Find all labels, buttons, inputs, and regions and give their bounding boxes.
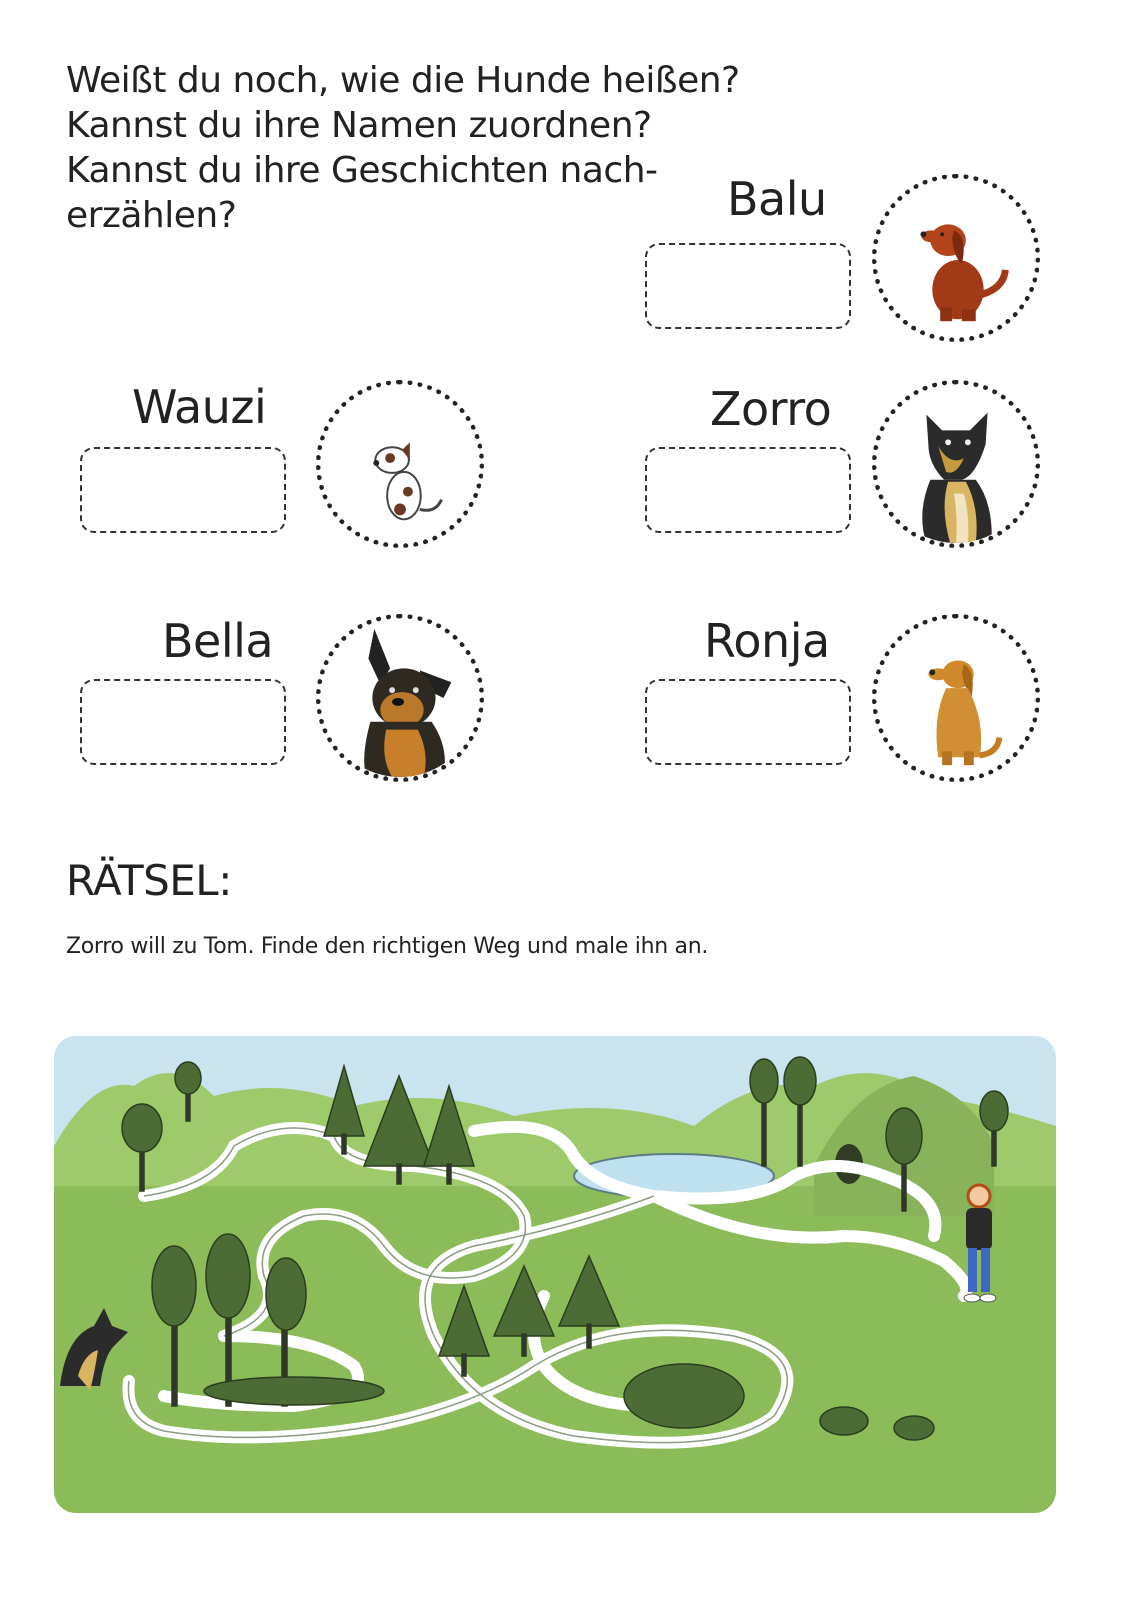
puzzle-title: RÄTSEL: bbox=[66, 856, 232, 905]
intro-text bbox=[66, 58, 740, 238]
bush bbox=[204, 1377, 384, 1405]
intro-line: Kannst du ihre Namen zuordnen? bbox=[66, 105, 652, 146]
dog-name-zorro: Zorro bbox=[710, 382, 832, 436]
red-brown-sitting-dog-icon bbox=[877, 179, 1035, 337]
dog-circle-zorro bbox=[872, 380, 1040, 548]
answer-box-ronja[interactable] bbox=[645, 679, 851, 765]
black-tan-shepherd-dog-icon bbox=[877, 385, 1035, 543]
black-tan-dog-portrait-icon bbox=[321, 619, 479, 777]
dog-name-balu: Balu bbox=[727, 172, 827, 226]
answer-box-wauzi[interactable] bbox=[80, 447, 286, 533]
answer-box-bella[interactable] bbox=[80, 679, 286, 765]
dog-circle-wauzi bbox=[316, 380, 484, 548]
intro-line: Weißt du noch, wie die Hunde heißen? bbox=[66, 60, 740, 101]
dog-circle-balu bbox=[872, 174, 1040, 342]
dog-name-ronja: Ronja bbox=[704, 614, 830, 668]
dog-name-wauzi: Wauzi bbox=[132, 380, 267, 434]
answer-box-zorro[interactable] bbox=[645, 447, 851, 533]
answer-box-balu[interactable] bbox=[645, 243, 851, 329]
dog-circle-ronja bbox=[872, 614, 1040, 782]
intro-line: erzählen? bbox=[66, 195, 237, 236]
forest-maze[interactable] bbox=[54, 1036, 1056, 1513]
bush bbox=[624, 1364, 744, 1428]
intro-line: Kannst du ihre Geschichten nach- bbox=[66, 150, 658, 191]
puzzle-instruction: Zorro will zu Tom. Finde den richtigen Weg und male ihn an. bbox=[66, 934, 709, 959]
dog-circle-bella bbox=[316, 614, 484, 782]
dog-name-bella: Bella bbox=[162, 614, 274, 668]
bush bbox=[820, 1407, 868, 1435]
bush bbox=[894, 1416, 934, 1440]
golden-sitting-dog-icon bbox=[877, 619, 1035, 777]
small-white-spotted-dog-icon bbox=[321, 385, 479, 543]
